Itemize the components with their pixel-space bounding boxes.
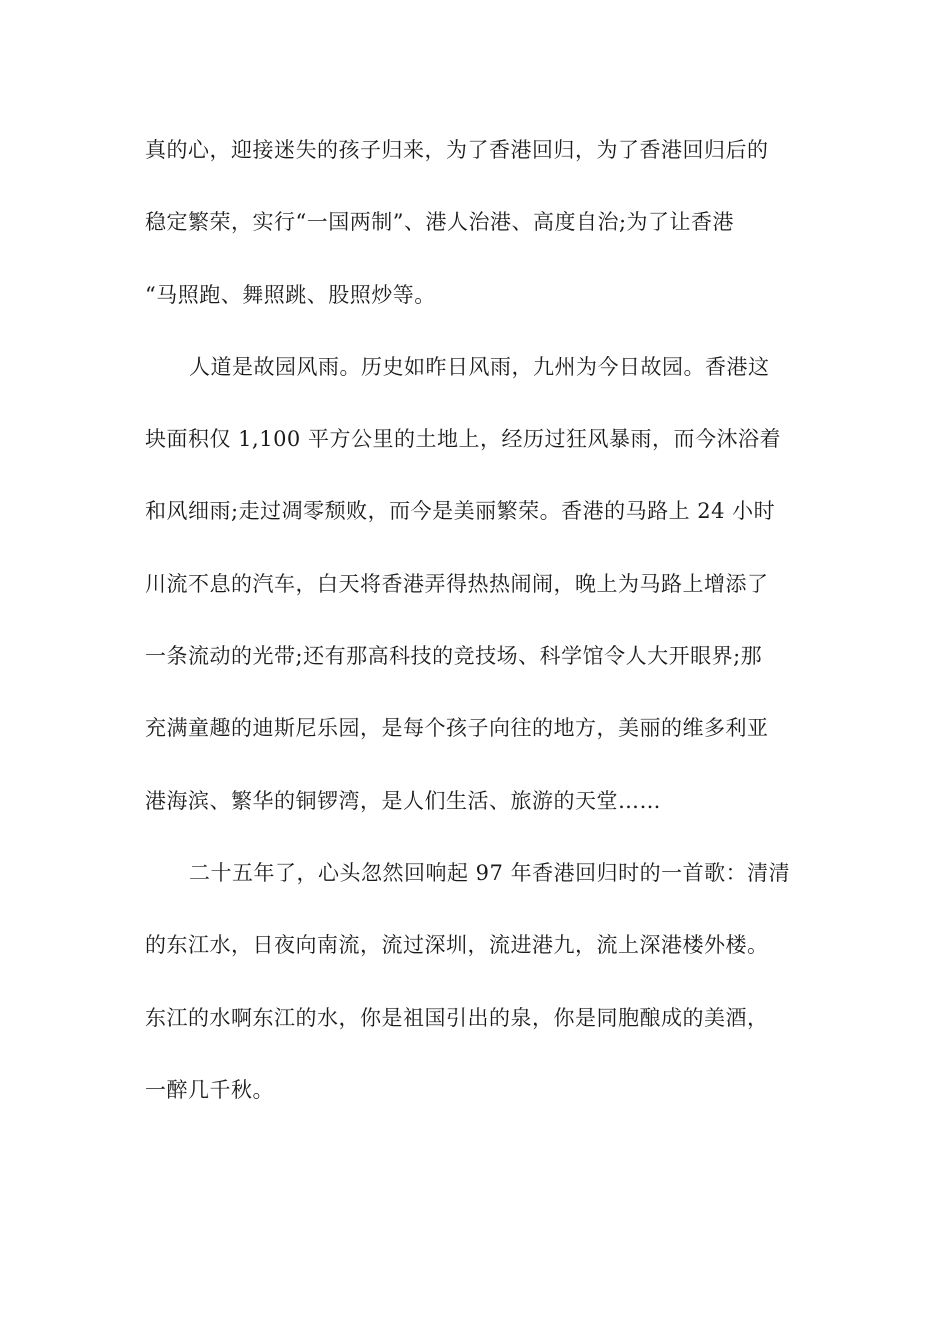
document-body: [145, 128, 805, 1140]
paragraph-first-line: 人道是故园风雨。历史如昨日风雨，九州为今日故园。香港这: [189, 354, 770, 379]
text-line: 一醉几千秋。: [145, 1077, 274, 1102]
text-line: 川流不息的汽车，白天将香港弄得热热闹闹，晚上为马路上增添了: [145, 571, 769, 596]
text-line: 港海滨、繁华的铜锣湾，是人们生活、旅游的天堂……: [145, 788, 661, 813]
text-line: “马照跑、舞照跳、股照炒等。: [145, 282, 436, 307]
text-line: 稳定繁荣，实行“一国两制”、港人治港、高度自治;为了让香港: [145, 210, 735, 235]
text-line: 真的心，迎接迷失的孩子归来，为了香港回归，为了香港回归后的: [145, 138, 769, 162]
text-line: 块面积仅 1,100 平方公里的土地上，经历过狂风暴雨，而今沐浴着: [145, 427, 781, 452]
text-line: 的东江水，日夜向南流，流过深圳，流进港九，流上深港楼外楼。: [145, 933, 769, 958]
text-line: 东江的水啊东江的水，你是祖国引出的泉，你是同胞酿成的美酒，: [145, 1005, 769, 1030]
text-line: 一条流动的光带;还有那高科技的竞技场、科学馆令人大开眼界;那: [145, 644, 763, 669]
text-line: 充满童趣的迪斯尼乐园，是每个孩子向往的地方，美丽的维多利亚: [145, 716, 769, 741]
text-line: 和风细雨;走过凋零颓败，而今是美丽繁荣。香港的马路上 24 小时: [145, 499, 776, 524]
paragraph-first-line: 二十五年了，心头忽然回响起 97 年香港回归时的一首歌：清清: [189, 860, 791, 885]
